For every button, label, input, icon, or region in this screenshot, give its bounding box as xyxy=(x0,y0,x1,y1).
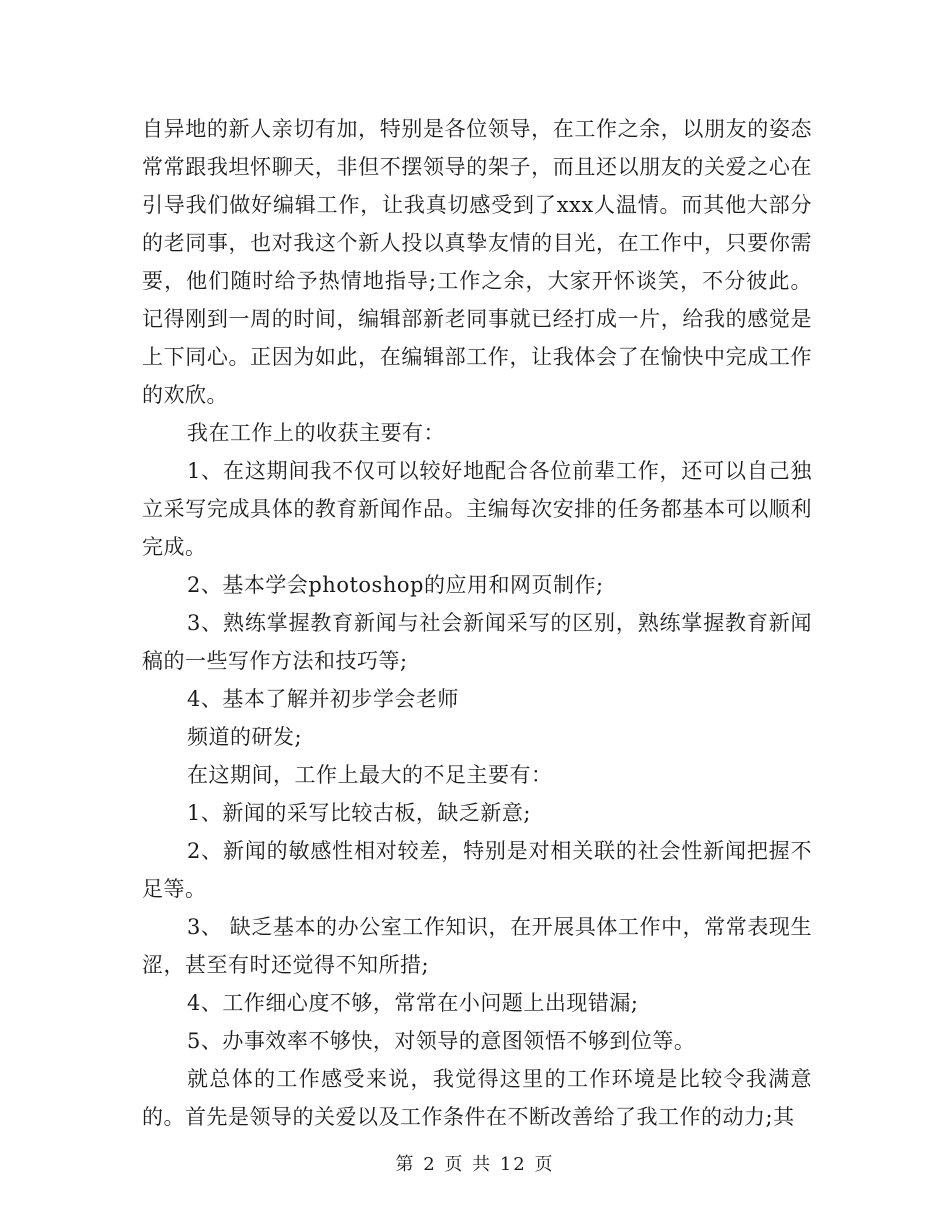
paragraph-10: 2、新闻的敏感性相对较差，特别是对相关联的社会性新闻把握不足等。 xyxy=(142,839,812,901)
paragraph-5: 3、熟练掌握教育新闻与社会新闻采写的区别，熟练掌握教育新闻稿的一些写作方法和技巧等; xyxy=(142,611,812,673)
paragraph-3: 1、在这期间我不仅可以较好地配合各位前辈工作，还可以自己独立采写完成具体的教育新闻作品。主编每次安排的任务都基本可以顺利完成。 xyxy=(142,459,812,559)
paragraph-6: 4、基本了解并初步学会老师 xyxy=(187,687,459,711)
paragraph-1: 自异地的新人亲切有加，特别是各位领导，在工作之余，以朋友的姿态常常跟我坦怀聊天，非但不摆领导的架子，而且还以朋友的关爱之心在引导我们做好编辑工作，让我真切感受到了xxx人温情。而其他大部分的老同事，也对我这个新人投以真挚友情的目光，在工作中，只要你需要，他们随时给予热情地指导;工作之余，大家开怀谈笑，不分彼此。记得刚到一周的时间，编辑部新老同事就已经打成一片，给我的感觉是上下同心。正因为如此，在编辑部工作，让我体会了在愉快中完成工作的欢欣。 xyxy=(142,117,812,407)
paragraph-2: 我在工作上的收获主要有： xyxy=(187,421,445,445)
paragraph-7: 频道的研发; xyxy=(187,725,303,749)
paragraph-14: 就总体的工作感受来说，我觉得这里的工作环境是比较令我满意的。首先是领导的关爱以及工作条件在不断改善给了我工作的动力;其 xyxy=(142,1067,812,1129)
paragraph-4: 2、基本学会photoshop的应用和网页制作; xyxy=(187,573,604,597)
page-number-footer: 第 2 页 共 12 页 xyxy=(395,1154,555,1175)
paragraph-8: 在这期间，工作上最大的不足主要有： xyxy=(187,763,553,787)
paragraph-12: 4、工作细心度不够，常常在小问题上出现错漏; xyxy=(187,991,639,1015)
document-body xyxy=(142,110,812,1136)
paragraph-13: 5、办事效率不够快，对领导的意图领悟不够到位等。 xyxy=(187,1029,696,1053)
paragraph-11: 3、 缺乏基本的办公室工作知识，在开展具体工作中，常常表现生涩，甚至有时还觉得不知所措; xyxy=(142,915,812,977)
paragraph-9: 1、新闻的采写比较古板，缺乏新意; xyxy=(187,801,531,825)
